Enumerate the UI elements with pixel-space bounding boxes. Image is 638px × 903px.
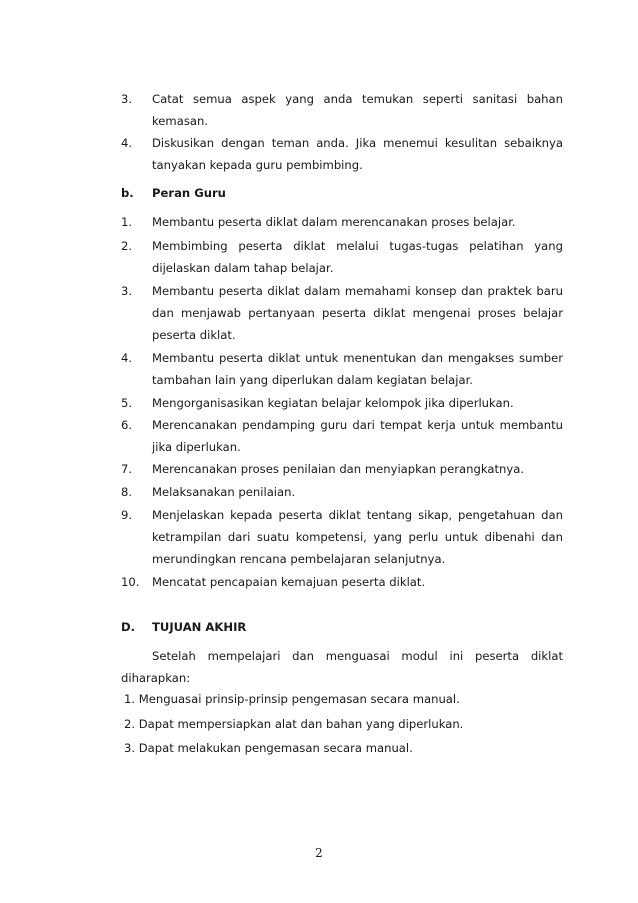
text-line: tanyakan kepada guru pembimbing. [152,158,363,172]
text-line: diharapkan: [121,671,191,685]
list-item-number: 2. [121,239,133,253]
text-line: Membantu peserta diklat dalam memahami konsep dan praktek baru [152,284,563,298]
text-line: Menjelaskan kepada peserta diklat tentang sikap, pengetahuan dan [152,508,563,522]
list-item-number: 10. [121,575,140,589]
text-line: Mengorganisasikan kegiatan belajar kelompok jika diperlukan. [152,396,514,410]
text-line: Membimbing peserta diklat melalui tugas-tugas pelatihan yang [152,239,563,253]
list-item-text [152,504,563,570]
list-item-number: 9. [121,508,133,522]
text-line: jika diperlukan. [152,440,241,454]
list-item: 2. Dapat mempersiapkan alat dan bahan yang diperlukan. [124,717,464,731]
text-line: Merencanakan pendamping guru dari tempat kerja untuk membantu [152,418,563,432]
list-item-number: 4. [121,351,133,365]
list-item-text [152,88,563,132]
list-item-number: 7. [121,462,133,476]
list-item-number: 3. [121,92,133,106]
text-line: merundingkan rencana pembelajaran selanjutnya. [152,552,446,566]
section-title: TUJUAN AKHIR [152,620,247,634]
text-line: peserta diklat. [152,328,236,342]
list-item-number: 6. [121,418,133,432]
list-item-text [152,132,563,176]
list-item-text [152,347,563,391]
list-item-number: 5. [121,396,133,410]
section-number: b. [121,186,134,200]
text-line: dan menjawab pertanyaan peserta diklat mengenai proses belajar [152,306,563,320]
text-line: dijelaskan dalam tahap belajar. [152,261,334,275]
list-item-number: 4. [121,136,133,150]
text-line: Melaksanakan penilaian. [152,485,296,499]
list-item-text [152,571,563,593]
list-item-number: 3. [121,284,133,298]
list-item: 1. Menguasai prinsip-prinsip pengemasan secara manual. [124,692,460,706]
section-title: Peran Guru [152,186,226,200]
list-item-text [152,414,563,458]
list-item: 3. Dapat melakukan pengemasan secara manual. [124,741,413,755]
text-line: Membantu peserta diklat dalam merencanakan proses belajar. [152,215,516,229]
list-item-text [152,392,563,414]
text-line: kemasan. [152,114,209,128]
list-item-text [152,211,563,233]
intro-paragraph [121,645,563,689]
text-line: Catat semua aspek yang anda temukan seperti sanitasi bahan [152,92,563,106]
list-item-text [152,280,563,346]
page-number: 2 [315,846,323,860]
text-line: Merencanakan proses penilaian dan menyiapkan perangkatnya. [152,462,525,476]
text-line: Setelah mempelajari dan menguasai modul ini peserta diklat [152,649,563,663]
text-line: ketrampilan dari suatu kompetensi, yang perlu untuk dibenahi dan [152,530,563,544]
list-item-text [152,458,563,480]
list-item-number: 1. [121,215,133,229]
text-line: Mencatat pencapaian kemajuan peserta diklat. [152,575,426,589]
text-line: Membantu peserta diklat untuk menentukan dan mengakses sumber [152,351,563,365]
list-item-text [152,235,563,279]
text-line: tambahan lain yang diperlukan dalam kegiatan belajar. [152,373,473,387]
section-number: D. [121,620,136,634]
list-item-text [152,481,563,503]
text-line: Diskusikan dengan teman anda. Jika menemui kesulitan sebaiknya [152,136,563,150]
list-item-number: 8. [121,485,133,499]
